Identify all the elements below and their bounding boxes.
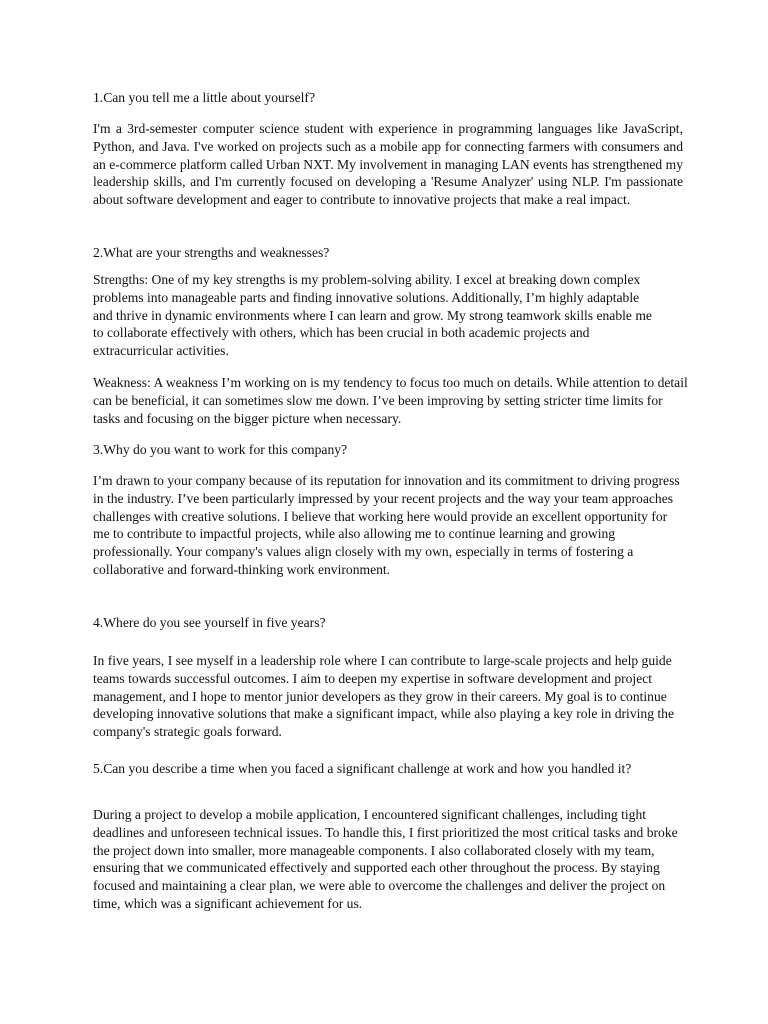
question-2: 2.What are your strengths and weaknesses?	[93, 245, 330, 260]
question-5: 5.Can you describe a time when you faced a significant challenge at work and how you handled it?	[93, 761, 632, 776]
answer-3: I’m drawn to your company because of its reputation for innovation and its commitment to driving progress in the industry. I’ve been particularly impressed by your recent projects and the way your team approaches challenges with creative solutions. I believe that working here would provide an excellent opportunity for me to contribute to impactful projects, while also allowing me to continue learning and growing professionally. Your company's values align closely with my own, especially in terms of fostering a collaborative and forward-thinking work environment.	[93, 473, 680, 577]
answer-5: During a project to develop a mobile application, I encountered significant challenges, including tight deadlines and unforeseen technical issues. To handle this, I first prioritized the most critical tasks and broke the project down into smaller, more manageable components. I also collaborated closely with my team, ensuring that we communicated effectively and supported each other throughout the process. By staying focused and maintaining a clear plan, we were able to overcome the challenges and deliver the project on time, which was a significant achievement for us.	[93, 807, 678, 911]
question-1: 1.Can you tell me a little about yourself?	[93, 90, 315, 105]
answer-2-weakness: Weakness: A weakness I’m working on is my tendency to focus too much on details. While attention to detail can be beneficial, it can sometimes slow me down. I’ve been improving by setting stricter time limits for tasks and focusing on the bigger picture when necessary.	[93, 375, 688, 426]
question-3: 3.Why do you want to work for this company?	[93, 442, 348, 457]
answer-4: In five years, I see myself in a leadership role where I can contribute to large-scale projects and help guide teams towards successful outcomes. I aim to deepen my expertise in software development and project management, and I hope to mentor junior developers as they grow in their careers. My goal is to continue developing innovative solutions that make a significant impact, while also playing a key role in driving the company's strategic goals forward.	[93, 653, 675, 740]
answer-1: I'm a 3rd-semester computer science student with experience in programming languages like JavaScript, Python, and Java. I've worked on projects such as a mobile app for connecting farmers with consumers and an e-commerce platform called Urban NXT. My involvement in managing LAN events has strengthened my leadership skills, and I'm currently focused on developing a 'Resume Analyzer' using NLP. I'm passionate about software development and eager to contribute to innovative projects that make a real impact.	[93, 121, 683, 208]
answer-2-strengths: Strengths: One of my key strengths is my problem-solving ability. I excel at breaking down complex problems into manageable parts and finding innovative solutions. Additionally, I’m highly adaptable and thrive in dynamic environments where I can learn and grow. My strong teamwork skills enable me to collaborate effectively with others, which has been crucial in both academic projects and extracurricular activities.	[93, 272, 652, 359]
question-4: 4.Where do you see yourself in five years?	[93, 615, 326, 630]
